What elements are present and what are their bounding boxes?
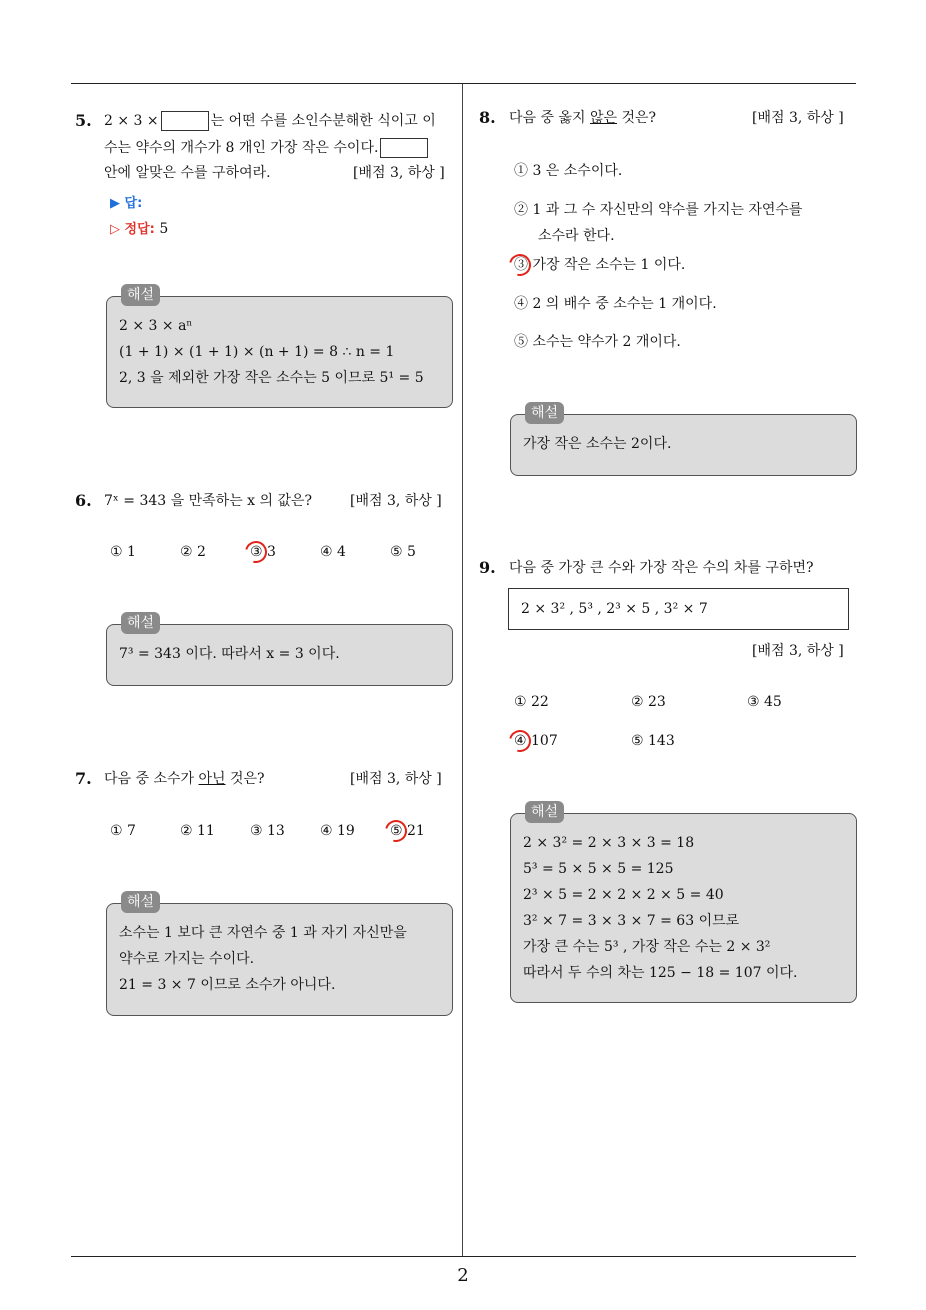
q5-number: 5. xyxy=(75,111,92,130)
q9-exp-line: 2³ × 5 = 2 × 2 × 2 × 5 = 40 xyxy=(523,887,724,903)
q7-explanation-box xyxy=(106,894,453,1016)
q8-choice-4[interactable]: ④ 2 의 배수 중 소수는 1 개이다. xyxy=(514,296,717,312)
q9-text: 다음 중 가장 큰 수와 가장 작은 수의 차를 구하면? xyxy=(509,560,814,576)
q6-number: 6. xyxy=(75,491,92,510)
q8-explanation-box xyxy=(510,405,857,476)
q9-points: [배점 3, 하상 ] xyxy=(752,643,844,659)
q5-correct-line xyxy=(110,219,168,240)
q7-text-b: 것은? xyxy=(225,771,265,787)
q7-points: [배점 3, 하상 ] xyxy=(350,771,442,787)
q6-text: 7ˣ = 343 을 만족하는 x 의 값은? xyxy=(104,493,313,509)
bottom-rule xyxy=(71,1256,856,1257)
q8-exp-line: 가장 작은 소수는 2이다. xyxy=(523,436,672,452)
q7-choice-3[interactable]: ③ 13 xyxy=(250,823,285,839)
q5-blank-box xyxy=(161,111,209,131)
q6-explanation-tag: 해설 xyxy=(121,612,160,634)
q7-text-underlined: 아닌 xyxy=(198,771,226,787)
q5-text-a: 2 × 3 × xyxy=(104,113,159,129)
q5-correct-value: 5 xyxy=(159,221,169,237)
q9-choice-1[interactable]: ① 22 xyxy=(514,694,549,710)
q7-choice-1[interactable]: ① 7 xyxy=(110,823,136,839)
q5-line1 xyxy=(104,111,436,131)
q7-choice-4[interactable]: ④ 19 xyxy=(320,823,355,839)
q5-line2 xyxy=(104,138,430,158)
q9-choice-4[interactable]: ④ 107 xyxy=(514,733,558,749)
q7-number: 7. xyxy=(75,769,92,788)
q8-text xyxy=(509,108,656,128)
q5-text-c: 수는 약수의 개수가 8 개인 가장 작은 수이다. xyxy=(104,140,379,156)
q5-explanation-tag: 해설 xyxy=(121,284,160,306)
q8-choice-5[interactable]: ⑤ 소수는 약수가 2 개이다. xyxy=(514,334,681,350)
q9-explanation-tag: 해설 xyxy=(525,801,564,823)
q8-explanation-tag: 해설 xyxy=(525,402,564,424)
q5-text-b: 는 어떤 수를 소인수분해한 식이고 이 xyxy=(210,113,436,129)
q8-choice-2-cont: 소수라 한다. xyxy=(538,228,615,244)
q9-number: 9. xyxy=(479,558,496,577)
q8-choice-2[interactable]: ② 1 과 그 수 자신만의 약수를 가지는 자연수를 xyxy=(514,202,803,218)
q9-choice-3[interactable]: ③ 45 xyxy=(747,694,782,710)
q9-given-box xyxy=(508,588,849,630)
q5-exp-line: 2, 3 을 제외한 가장 작은 소수는 5 이므로 5¹ = 5 xyxy=(119,370,424,386)
q7-exp-line: 약수로 가지는 수이다. xyxy=(119,951,255,967)
q8-points: [배점 3, 하상 ] xyxy=(752,110,844,126)
q7-text-a: 다음 중 소수가 xyxy=(104,771,199,787)
q9-choice-2[interactable]: ② 23 xyxy=(631,694,666,710)
q5-answer-label: ▶ 답: xyxy=(110,196,143,211)
q6-choice-3[interactable]: ③ 3 xyxy=(250,544,276,560)
q5-points: [배점 3, 하상 ] xyxy=(353,165,445,181)
q9-exp-line: 가장 큰 수는 5³ , 가장 작은 수는 2 × 3² xyxy=(523,939,771,955)
column-divider xyxy=(462,84,463,1256)
q5-correct-label: ▷ 정답: xyxy=(110,222,155,237)
q6-choice-5[interactable]: ⑤ 5 xyxy=(390,544,416,560)
q5-exp-line: 2 × 3 × aⁿ xyxy=(119,318,193,334)
q9-exp-line: 3² × 7 = 3 × 3 × 7 = 63 이므로 xyxy=(523,913,740,929)
q6-choice-2[interactable]: ② 2 xyxy=(180,544,206,560)
q9-given: 2 × 3² , 5³ , 2³ × 5 , 3² × 7 xyxy=(521,601,708,617)
q6-exp-line: 7³ = 343 이다. 따라서 x = 3 이다. xyxy=(119,646,340,662)
q7-choice-5[interactable]: ⑤ 21 xyxy=(390,823,425,839)
top-rule xyxy=(71,83,856,84)
q7-exp-line: 21 = 3 × 7 이므로 소수가 아니다. xyxy=(119,977,336,993)
q9-choice-5[interactable]: ⑤ 143 xyxy=(631,733,675,749)
q5-exp-line: (1 + 1) × (1 + 1) × (n + 1) = 8 ∴ n = 1 xyxy=(119,344,395,360)
q9-exp-line: 2 × 3² = 2 × 3 × 3 = 18 xyxy=(523,835,695,851)
q6-choice-4[interactable]: ④ 4 xyxy=(320,544,346,560)
q8-number: 8. xyxy=(479,108,496,127)
q7-explanation-tag: 해설 xyxy=(121,891,160,913)
q5-blank-box-2 xyxy=(380,138,428,158)
q9-exp-line: 따라서 두 수의 차는 125 − 18 = 107 이다. xyxy=(523,965,798,981)
q7-choice-2[interactable]: ② 11 xyxy=(180,823,215,839)
q6-points: [배점 3, 하상 ] xyxy=(350,493,442,509)
q8-text-b: 것은? xyxy=(617,110,657,126)
q8-text-underlined: 않은 xyxy=(589,110,618,126)
q9-exp-line: 5³ = 5 × 5 × 5 = 125 xyxy=(523,861,674,877)
q7-text xyxy=(104,769,265,789)
q8-choice-3[interactable]: ③ 가장 작은 소수는 1 이다. xyxy=(514,257,686,273)
q5-text-d: 안에 알맞은 수를 구하여라. xyxy=(104,165,271,181)
q5-explanation-box xyxy=(106,287,453,408)
q9-explanation-box xyxy=(510,804,857,1003)
q8-choice-1[interactable]: ① 3 은 소수이다. xyxy=(514,163,623,179)
q7-exp-line: 소수는 1 보다 큰 자연수 중 1 과 자기 자신만을 xyxy=(119,925,407,941)
q6-choice-1[interactable]: ① 1 xyxy=(110,544,136,560)
q6-explanation-box xyxy=(106,615,453,686)
q8-text-a: 다음 중 옳지 xyxy=(509,110,590,126)
page-number: 2 xyxy=(457,1265,469,1286)
